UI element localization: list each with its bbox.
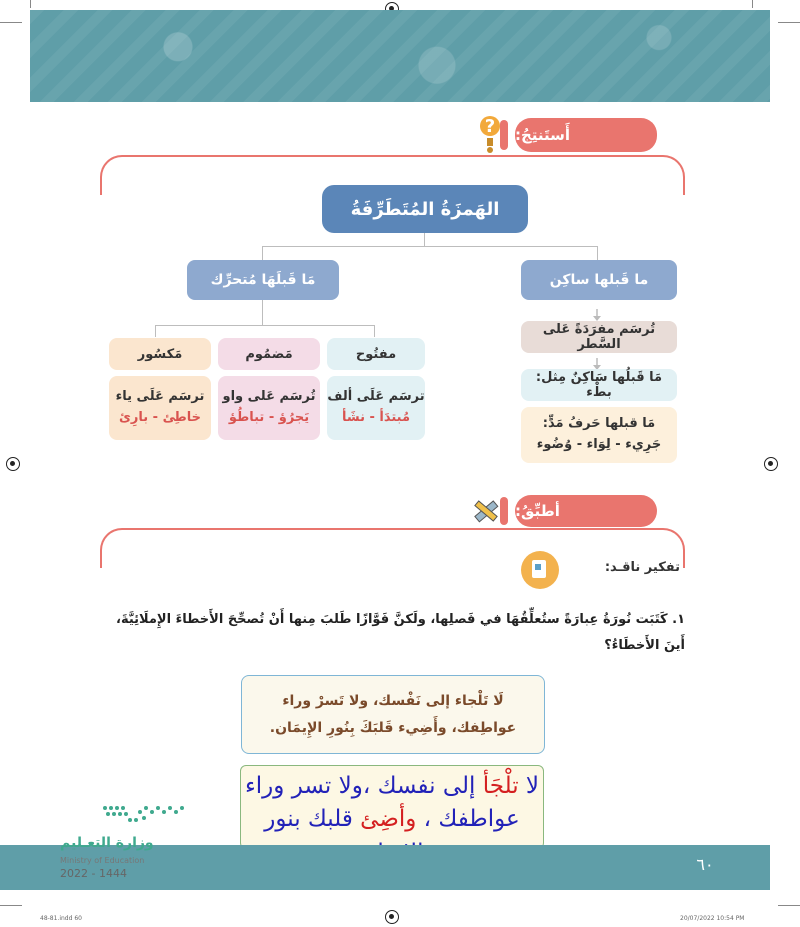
col-damma-body [218, 376, 320, 440]
ministry-name-ar: وزارة التعـليم [60, 835, 154, 851]
crop-mark [752, 0, 753, 8]
page-number: ٦٠ [696, 855, 714, 874]
apply-label: أطبِّقُ: [515, 502, 560, 520]
connector [155, 325, 375, 326]
col-fatha-body [327, 376, 425, 440]
col-fatha-rule: ترسَم عَلَى ألف [327, 389, 425, 405]
connector [374, 325, 375, 337]
diagram-root: الهَمزَةُ المُتَطَرِّفَةُ [322, 185, 528, 233]
print-timestamp: 20/07/2022 10:54 PM [680, 915, 745, 922]
edition-year: 2022 - 1444 [60, 867, 127, 880]
registration-mark-icon [764, 457, 778, 471]
answer-line-2: عواطفك ، وأضِئ قلبك بنور [264, 806, 520, 833]
col-kasra-rule: ترسَم عَلَى ياء [115, 389, 205, 405]
ministry-name-en: Ministry of Education [60, 856, 145, 865]
connector [597, 246, 598, 260]
conclude-label: أَستَنتِجُ: [515, 126, 571, 144]
col-kasra-example: خاطِئ - بارِئ [118, 410, 202, 425]
sakin-rule: تُرسَم مفرَدَةً عَلى السَّطر [521, 321, 677, 353]
quote-line-1: لَا تَلْجاء إلى نَفْسك، ولا تَسرْ وراء [282, 692, 504, 709]
sakin-case2-title: مَا قبلها حَرفُ مَدٍّ: [542, 416, 656, 432]
quote-line-2: عواطِفك، وأَضِيء قَلبَكَ بِنُورِ الإِيمَان. [269, 719, 517, 736]
question-line-2: أَينَ الأَخطَاءُ؟ [604, 638, 685, 653]
file-info: 48-81.indd 60 [40, 915, 82, 922]
svg-text:?: ? [484, 116, 496, 137]
question-line-1: ١. كَتَبَت نُورَةُ عِبارَةً ستُعلِّقُهَا في فَصلِها، ولَكنَّ فَوَّازًا طَلبَ مِنها أَنْ تُصحِّحَ الأَخطاءَ الإِملَائِيَّةَ، [116, 612, 685, 627]
col-damma-head: مَضمُوم [218, 338, 320, 370]
connector [424, 233, 425, 247]
connector [155, 325, 156, 337]
branch-moving: مَا قَبلَهَا مُتحرِّك [187, 260, 339, 300]
col-kasra-body [109, 376, 211, 440]
connector [262, 246, 263, 260]
connector [262, 312, 263, 325]
crop-mark [30, 0, 31, 8]
crop-mark [778, 905, 800, 906]
handwritten-answer [240, 765, 544, 849]
col-fatha-head: مفتُوح [327, 338, 425, 370]
crop-mark [0, 22, 22, 23]
arrow-down-icon [591, 306, 603, 318]
col-damma-rule: تُرسَم عَلى واو [222, 389, 316, 405]
question-text [60, 607, 685, 659]
registration-mark-icon [6, 457, 20, 471]
crop-mark [778, 22, 800, 23]
sakin-case2-examples: جَرِيء - لِوَاء - وُضُوء [536, 437, 662, 452]
heading-stub [500, 497, 508, 525]
question-mark-icon [478, 114, 502, 154]
conclude-heading [515, 118, 657, 152]
sakin-case1: مَا قَبلُها سَاكِنٌ مِثل: بطْء [521, 369, 677, 401]
col-damma-example: يَجرُؤ - تباطُؤ [228, 410, 310, 425]
crop-mark [0, 905, 22, 906]
registration-mark-icon [385, 910, 399, 924]
pencil-ruler-icon [470, 495, 500, 527]
col-kasra-head: مَكسُور [109, 338, 211, 370]
arrow-down-icon [591, 355, 603, 367]
header-banner [30, 10, 770, 102]
col-fatha-example: مُبتدَأ - نشَأ [341, 410, 411, 425]
apply-heading [515, 495, 657, 527]
answer-line-1: لا تلْجَأ إلى نفسك ،ولا تسر وراء [244, 773, 540, 799]
connector [262, 300, 263, 312]
connector [262, 246, 598, 247]
puzzle-icon [520, 550, 560, 590]
branch-still: ما قَبلها ساكِن [521, 260, 677, 300]
critical-thinking-label: تفكير ناقـد: [604, 560, 680, 575]
sakin-case2 [521, 407, 677, 463]
quote-box [241, 675, 545, 754]
ministry-logo-icon [100, 800, 190, 830]
